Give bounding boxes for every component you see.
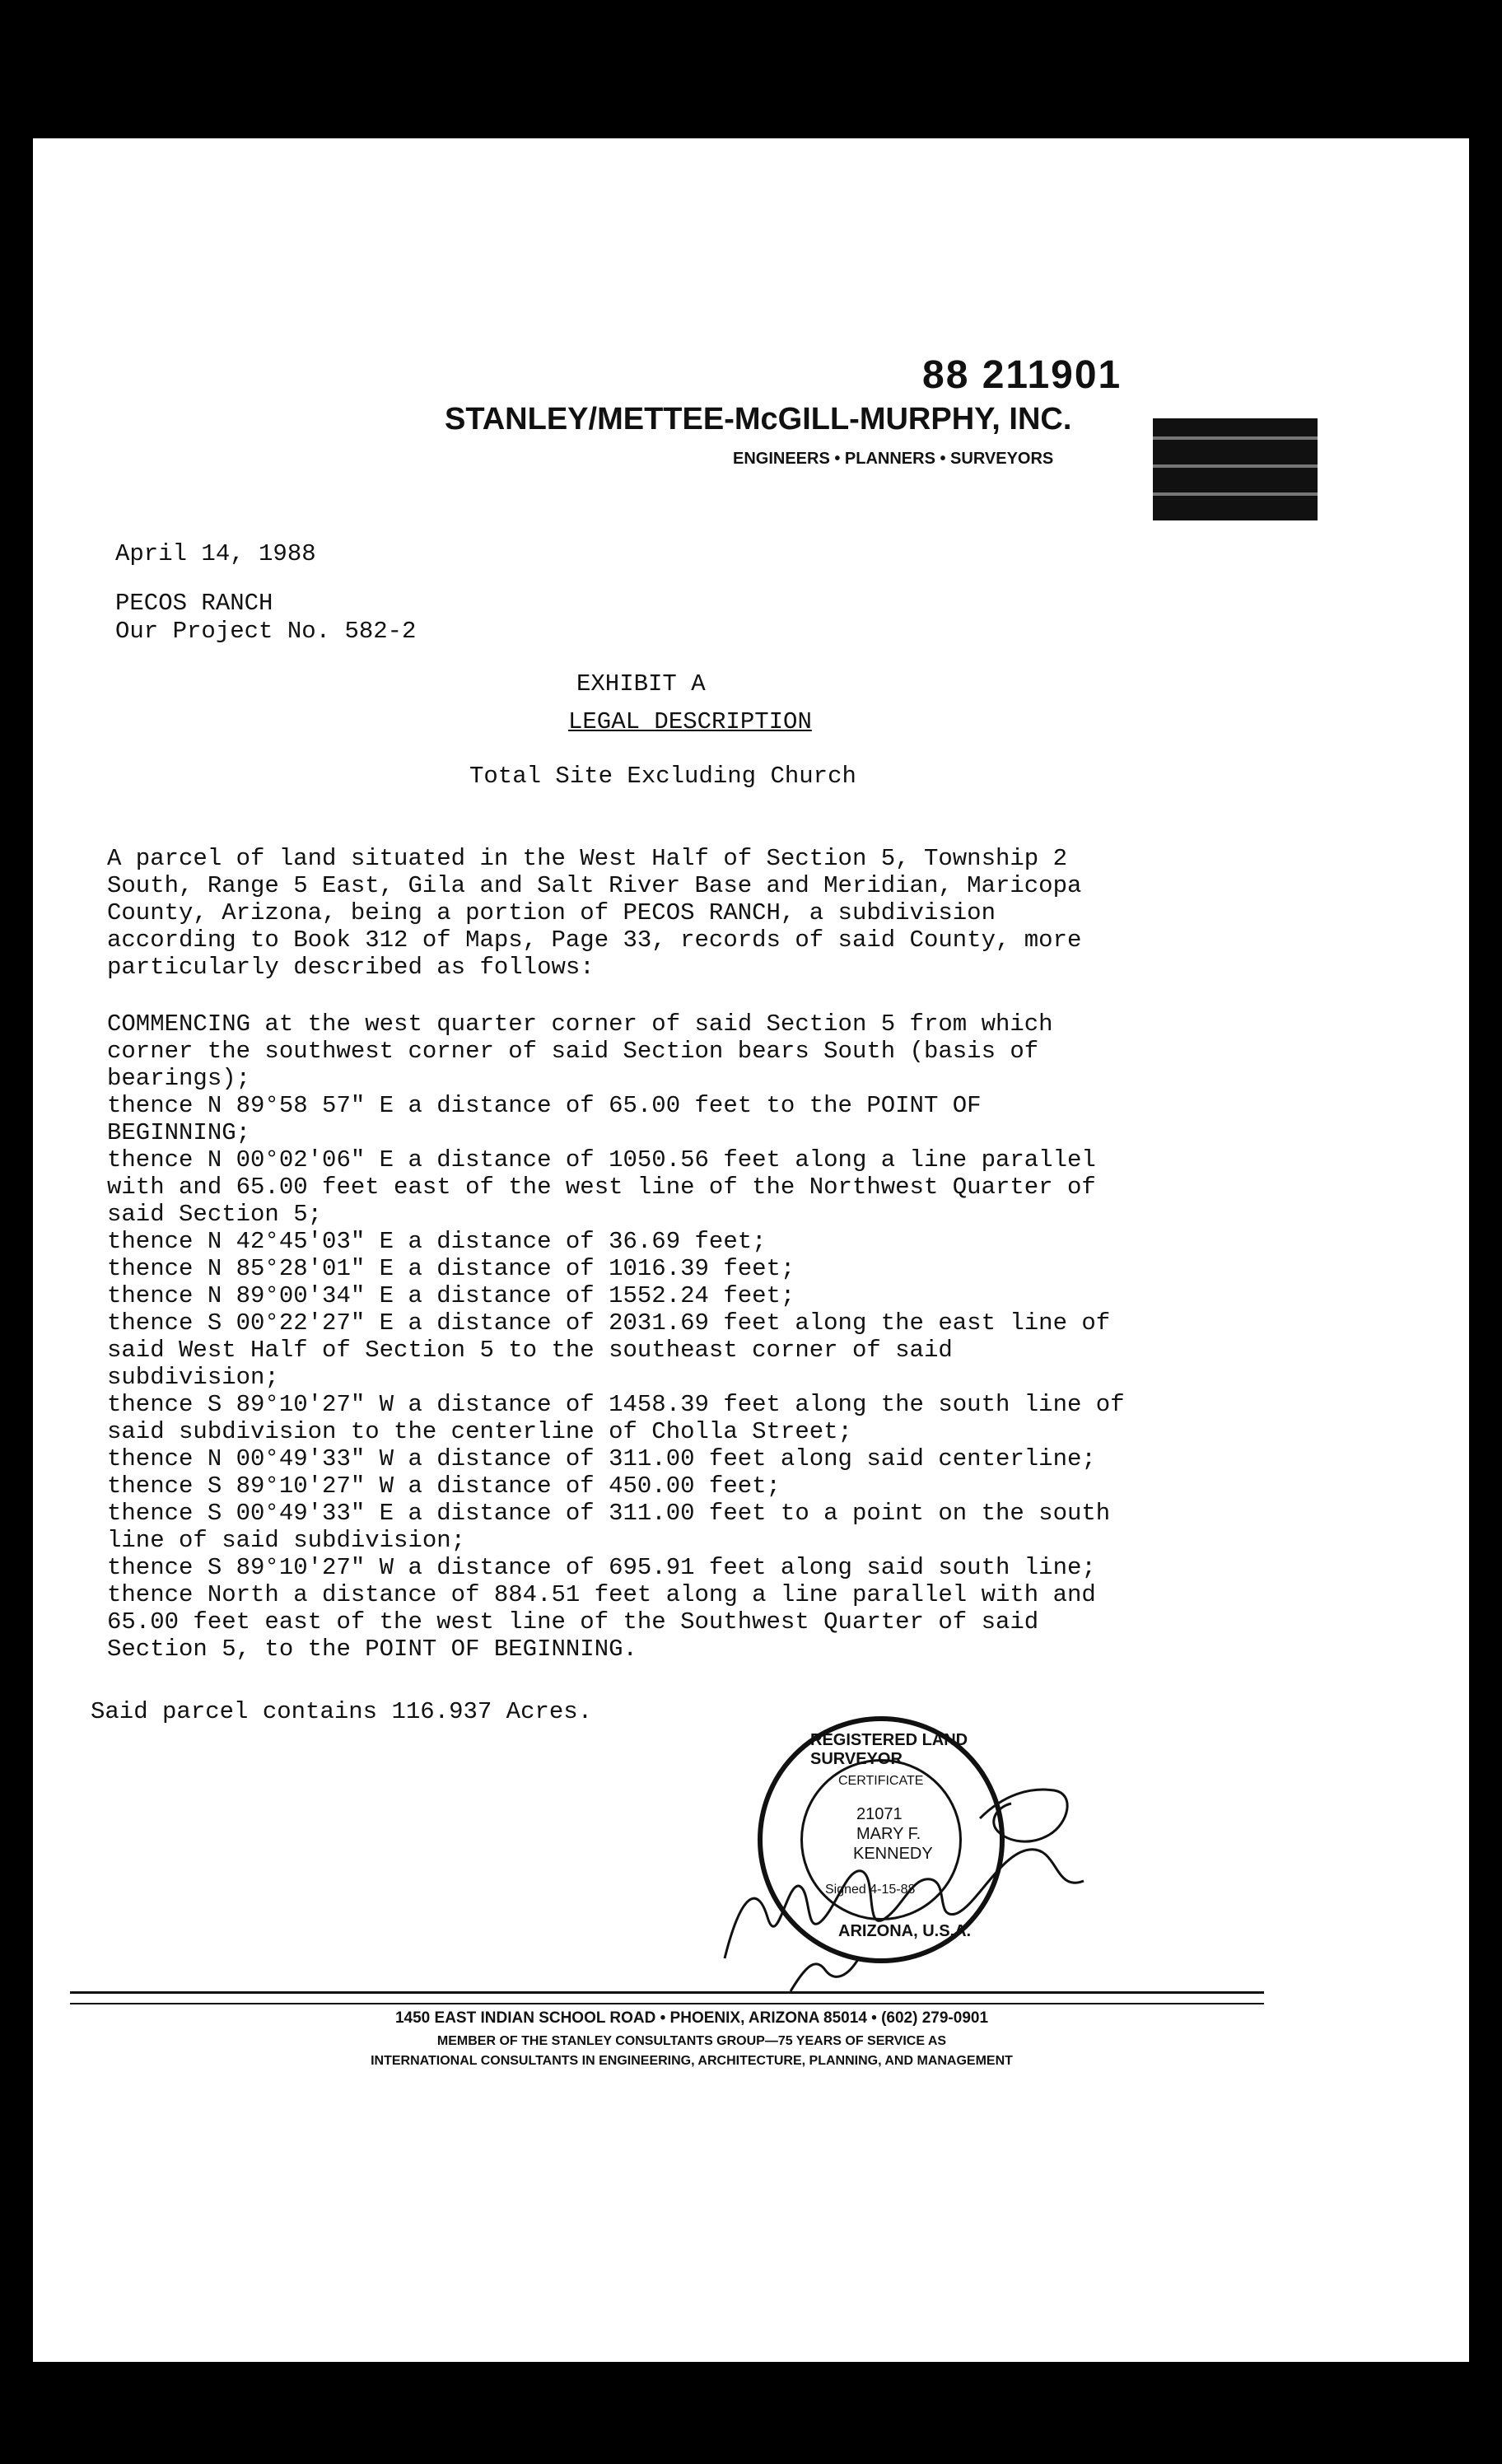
site-title: Total Site Excluding Church	[469, 763, 856, 790]
legal-description-line: 65.00 feet east of the west line of the Southwest Quarter of said	[107, 1608, 1039, 1636]
legal-description-line: with and 65.00 feet east of the west line of the Northwest Quarter of	[107, 1174, 1096, 1201]
legal-description-line: said West Half of Section 5 to the southeast corner of said	[107, 1337, 953, 1364]
legal-description-line: thence S 00°22'27" E a distance of 2031.69 feet along the east line of	[107, 1309, 1111, 1337]
surveyor-signature	[708, 1744, 1120, 2000]
legal-description-line: COMMENCING at the west quarter corner of said Section 5 from which	[107, 1010, 1053, 1038]
legal-description-line: thence N 85°28'01" E a distance of 1016.39 feet;	[107, 1255, 795, 1282]
document-page	[33, 138, 1469, 2362]
acreage-statement: Said parcel contains 116.937 Acres.	[91, 1698, 593, 1725]
legal-description-line: corner the southwest corner of said Section bears South (basis of	[107, 1038, 1039, 1065]
legal-description-line: line of said subdivision;	[107, 1527, 466, 1554]
legal-description-title: LEGAL DESCRIPTION	[568, 708, 812, 735]
legal-description-line: County, Arizona, being a portion of PECOS RANCH, a subdivision	[107, 899, 996, 926]
company-membership: MEMBER OF THE STANLEY CONSULTANTS GROUP—75 YEARS OF SERVICE AS	[436, 2034, 947, 2048]
project-name: PECOS RANCH	[115, 590, 273, 617]
surveyor-seal: REGISTERED LAND SURVEYOR ARIZONA, U.S.A. CERTIFICATE 21071 MARY F. KENNEDY Signed 4-15-88	[758, 1716, 1005, 1963]
company-address: 1450 EAST INDIAN SCHOOL ROAD • PHOENIX, ARIZONA 85014 • (602) 279-0901	[394, 2009, 989, 2027]
company-logo	[1153, 418, 1318, 520]
exhibit-title: EXHIBIT A	[576, 670, 706, 698]
legal-description-line: South, Range 5 East, Gila and Salt River Base and Meridian, Maricopa	[107, 872, 1082, 899]
legal-description-line: thence N 42°45'03" E a distance of 36.69 feet;	[107, 1228, 767, 1255]
legal-description-line: thence S 89°10'27" W a distance of 695.91 feet along said south line;	[107, 1554, 1096, 1581]
legal-description-line: Section 5, to the POINT OF BEGINNING.	[107, 1636, 637, 1663]
project-number: Our Project No. 582-2	[115, 618, 417, 645]
legal-description-line: particularly described as follows:	[107, 954, 595, 981]
legal-description-line: thence N 00°49'33" W a distance of 311.00 feet along said centerline;	[107, 1445, 1096, 1472]
legal-description-line: said subdivision to the centerline of Cholla Street;	[107, 1418, 852, 1445]
legal-description-line: BEGINNING;	[107, 1119, 251, 1146]
footer-rule-bottom	[70, 2003, 1264, 2004]
company-name: STANLEY/METTEE-McGILL-MURPHY, INC.	[445, 402, 1072, 436]
legal-description-line: A parcel of land situated in the West Half of Section 5, Township 2	[107, 845, 1067, 872]
legal-description-line: thence N 89°58 57" E a distance of 65.00 feet to the POINT OF	[107, 1092, 982, 1119]
legal-description-line: said Section 5;	[107, 1201, 323, 1228]
legal-description-line: thence North a distance of 884.51 feet along a line parallel with and	[107, 1581, 1096, 1608]
legal-description-line: thence S 89°10'27" W a distance of 450.00 feet;	[107, 1472, 781, 1500]
company-services: INTERNATIONAL CONSULTANTS IN ENGINEERING, ARCHITECTURE, PLANNING, AND MANAGEMENT	[371, 2054, 1013, 2068]
legal-description-line: subdivision;	[107, 1364, 279, 1391]
legal-description-line: thence S 89°10'27" W a distance of 1458.39 feet along the south line of	[107, 1391, 1125, 1418]
footer-rule-top	[70, 1991, 1264, 1994]
legal-description-line: thence N 89°00'34" E a distance of 1552.24 feet;	[107, 1282, 795, 1309]
company-tagline: ENGINEERS • PLANNERS • SURVEYORS	[733, 450, 1054, 468]
legal-description-line: thence N 00°02'06" E a distance of 1050.56 feet along a line parallel	[107, 1146, 1096, 1174]
legal-description-line: according to Book 312 of Maps, Page 33, records of said County, more	[107, 926, 1082, 954]
letter-date: April 14, 1988	[115, 540, 316, 567]
document-number: 88 211901	[922, 353, 1122, 397]
legal-description-line: bearings);	[107, 1065, 251, 1092]
legal-description-line: thence S 00°49'33" E a distance of 311.00 feet to a point on the south	[107, 1500, 1111, 1527]
